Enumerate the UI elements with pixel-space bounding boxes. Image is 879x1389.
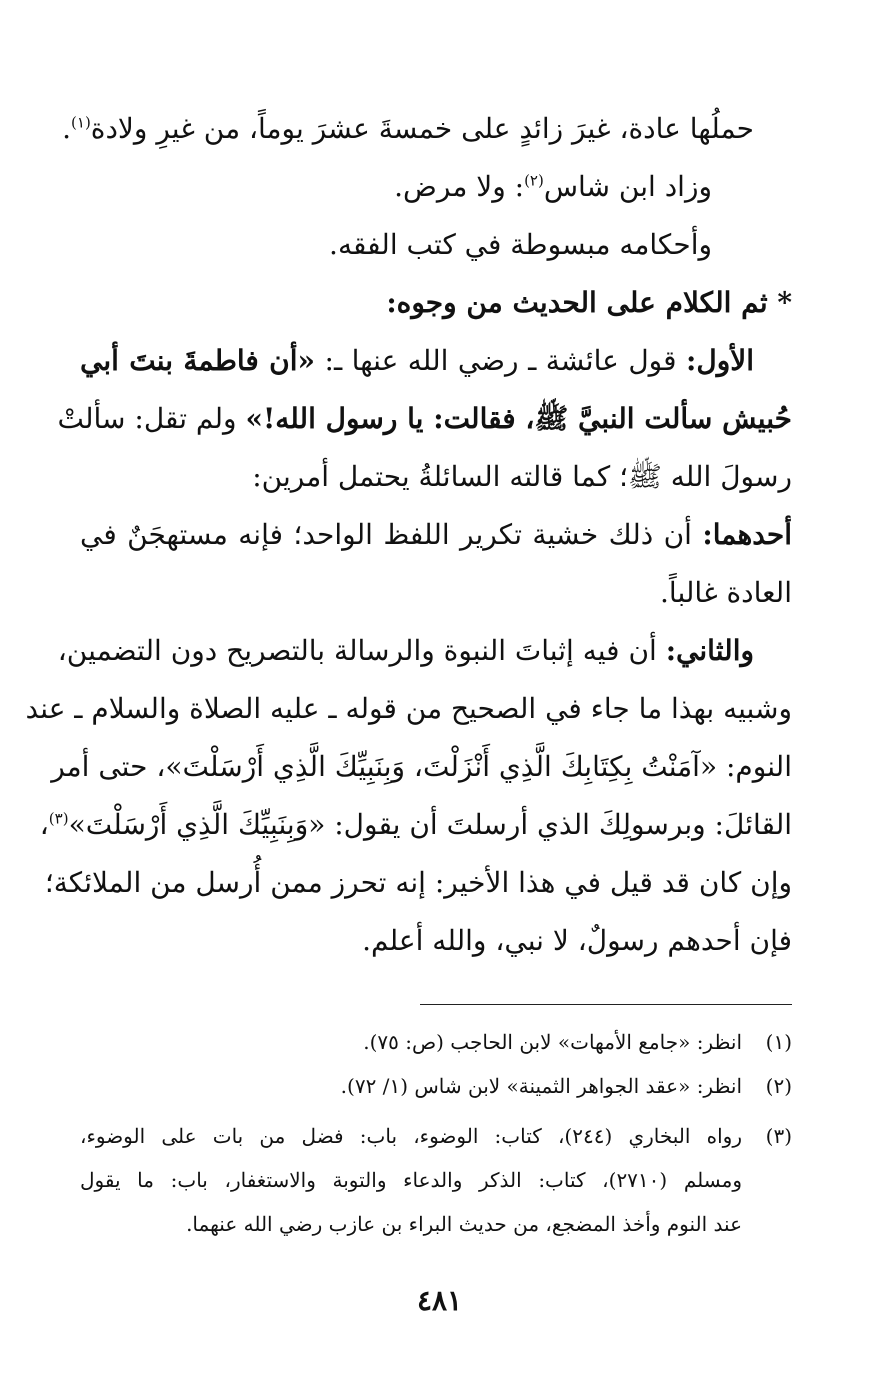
text-line-1: حملُها عادة، غيرَ زائدٍ على خمسةَ عشرَ يوماً، من غيرِ ولادة$^{(١)}$. (62, 112, 754, 145)
text-line-13: القائلَ: وبرسولِكَ الذي أرسلتَ أن يقول: «وَبِنَبِيِّكَ الَّذِي أَرْسَلْتَ»$^{(٣)}$، (39, 808, 792, 841)
footnote-number: (١) (765, 1030, 792, 1054)
footnotes (80, 1020, 792, 1246)
text-line-15: فإن أحدهم رسولٌ، لا نبي، والله أعلم. (362, 924, 792, 957)
text-line-8: أحدهما: أن ذلك خشية تكرير اللفظ الواحد؛ فإنه مستهجَنٌ في (80, 518, 792, 551)
text-line-9: العادة غالباً. (660, 576, 792, 609)
text-line-2: وزاد ابن شاس$^{(٢)}$: ولا مرض. (394, 170, 712, 203)
footnote-ref-1[interactable]: (١) (71, 113, 91, 132)
text-line-12: النوم: «آمَنْتُ بِكِتَابِكَ الَّذِي أَنْزَلْتَ، وَبِنَبِيِّكَ الَّذِي أَرْسَلْتَ»، حتى أمر (51, 750, 792, 783)
text-line-3: وأحكامه مبسوطة في كتب الفقه. (329, 228, 712, 261)
text-line-11: وشبيه بهذا ما جاء في الصحيح من قوله ـ عليه الصلاة والسلام ـ عند (25, 692, 792, 725)
footnote-divider (420, 1004, 792, 1005)
footnote-ref-2[interactable]: (٢) (524, 171, 544, 190)
footnote-1: (١)انظر: «جامع الأمهات» لابن الحاجب (ص: ٧٥). (80, 1020, 792, 1064)
footnote-3-line-2: ومسلم (٢٧١٠)، كتاب: الذكر والدعاء والتوبة والاستغفار، باب: ما يقول (80, 1168, 742, 1192)
section-heading: * ثم الكلام على الحديث من وجوه: (386, 286, 792, 319)
text-line-6: حُبيش سألت النبيَّ ﷺ، فقالت: يا رسول الله!» ولم تقل: سألتْ (57, 402, 792, 435)
text-line-5: الأول: قول عائشة ـ رضي الله عنها ـ: «أن فاطمةَ بنتَ أبي (80, 344, 754, 377)
text-line-10: والثاني: أن فيه إثباتَ النبوة والرسالة بالتصريح دون التضمين، (57, 634, 754, 667)
text-line-14: وإن كان قد قيل في هذا الأخير: إنه تحرز ممن أُرسل من الملائكة؛ (44, 866, 792, 899)
footnote-3: (٣)رواه البخاري (٢٤٤)، كتاب: الوضوء، باب: فضل من بات على الوضوء، (80, 1114, 792, 1158)
main-text (25, 100, 792, 970)
footnote-3-line-3: عند النوم وأخذ المضجع، من حديث البراء بن عازب رضي الله عنهما. (186, 1212, 742, 1236)
page-number: ٤٨١ (416, 1284, 463, 1317)
footnote-number: (٣) (765, 1124, 793, 1148)
footnote-number: (٢) (765, 1074, 792, 1098)
footnote-2: (٢)انظر: «عقد الجواهر الثمينة» لابن شاس (١/ ٧٢). (80, 1064, 792, 1108)
text-line-7: رسولَ الله ﷺ؛ كما قالته السائلةُ يحتمل أمرين: (252, 460, 792, 493)
footnote-ref-3[interactable]: (٣) (48, 809, 69, 828)
